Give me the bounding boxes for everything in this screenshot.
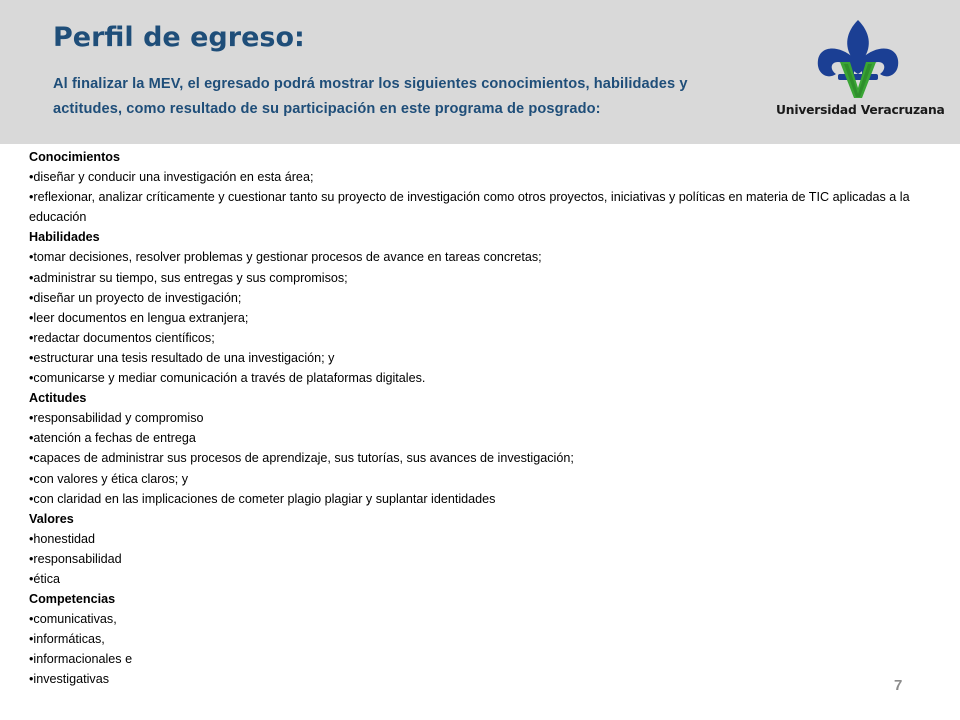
- list-item: •investigativas: [29, 672, 110, 687]
- list-item: •informacionales e: [29, 652, 133, 667]
- list-item: •honestidad: [29, 531, 96, 546]
- section-heading-conocimientos: Conocimientos: [29, 150, 120, 164]
- page-subtitle: Al finalizar la MEV, el egresado podrá mostrar los siguientes conocimientos, habilidades y actitudes, como resultado de su participación en este programa de posgrado:: [53, 76, 688, 117]
- list-item: •con claridad en las implicaciones de cometer plagio plagiar y suplantar identidades: [29, 491, 496, 506]
- page-number: 7: [894, 677, 903, 694]
- list-item: •tomar decisiones, resolver problemas y gestionar procesos de avance en tareas concretas;: [29, 250, 542, 265]
- section-heading-habilidades: Habilidades: [29, 230, 100, 245]
- list-item: •capaces de administrar sus procesos de aprendizaje, sus tutorías, sus avances de investigación;: [29, 451, 574, 466]
- list-item: •atención a fechas de entrega: [29, 431, 196, 446]
- list-item: •ética: [29, 571, 61, 586]
- page-title: Perfil de egreso:: [53, 22, 305, 53]
- list-item: •responsabilidad y compromiso: [29, 411, 204, 426]
- list-item: •responsabilidad: [29, 551, 122, 566]
- list-item: •comunicarse y mediar comunicación a través de plataformas digitales.: [29, 371, 426, 386]
- header-banner: [0, 0, 960, 144]
- list-item: •con valores y ética claros; y: [29, 471, 189, 486]
- section-heading-actitudes: Actitudes: [29, 391, 87, 406]
- list-item: •diseñar un proyecto de investigación;: [29, 290, 242, 305]
- fleur-de-lis-icon: [808, 18, 908, 102]
- list-item: •informáticas,: [29, 632, 105, 647]
- list-item: •diseñar y conducir una investigación en esta área;: [29, 170, 314, 185]
- content-body: [29, 147, 944, 690]
- university-name: Universidad Veracruzana: [776, 103, 945, 117]
- list-item: •administrar su tiempo, sus entregas y sus compromisos;: [29, 270, 348, 285]
- list-item: •leer documentos en lengua extranjera;: [29, 310, 249, 325]
- list-item: •reflexionar, analizar críticamente y cuestionar tanto su proyecto de investigación como otros proyectos, iniciativas y políticas en materia de TIC aplicadas a la educación: [29, 190, 910, 225]
- section-heading-valores: Valores: [29, 511, 74, 526]
- list-item: •redactar documentos científicos;: [29, 330, 215, 345]
- section-heading-competencias: Competencias: [29, 592, 116, 607]
- list-item: •estructurar una tesis resultado de una investigación; y: [29, 350, 335, 365]
- university-logo: [776, 18, 945, 124]
- list-item: •comunicativas,: [29, 612, 117, 627]
